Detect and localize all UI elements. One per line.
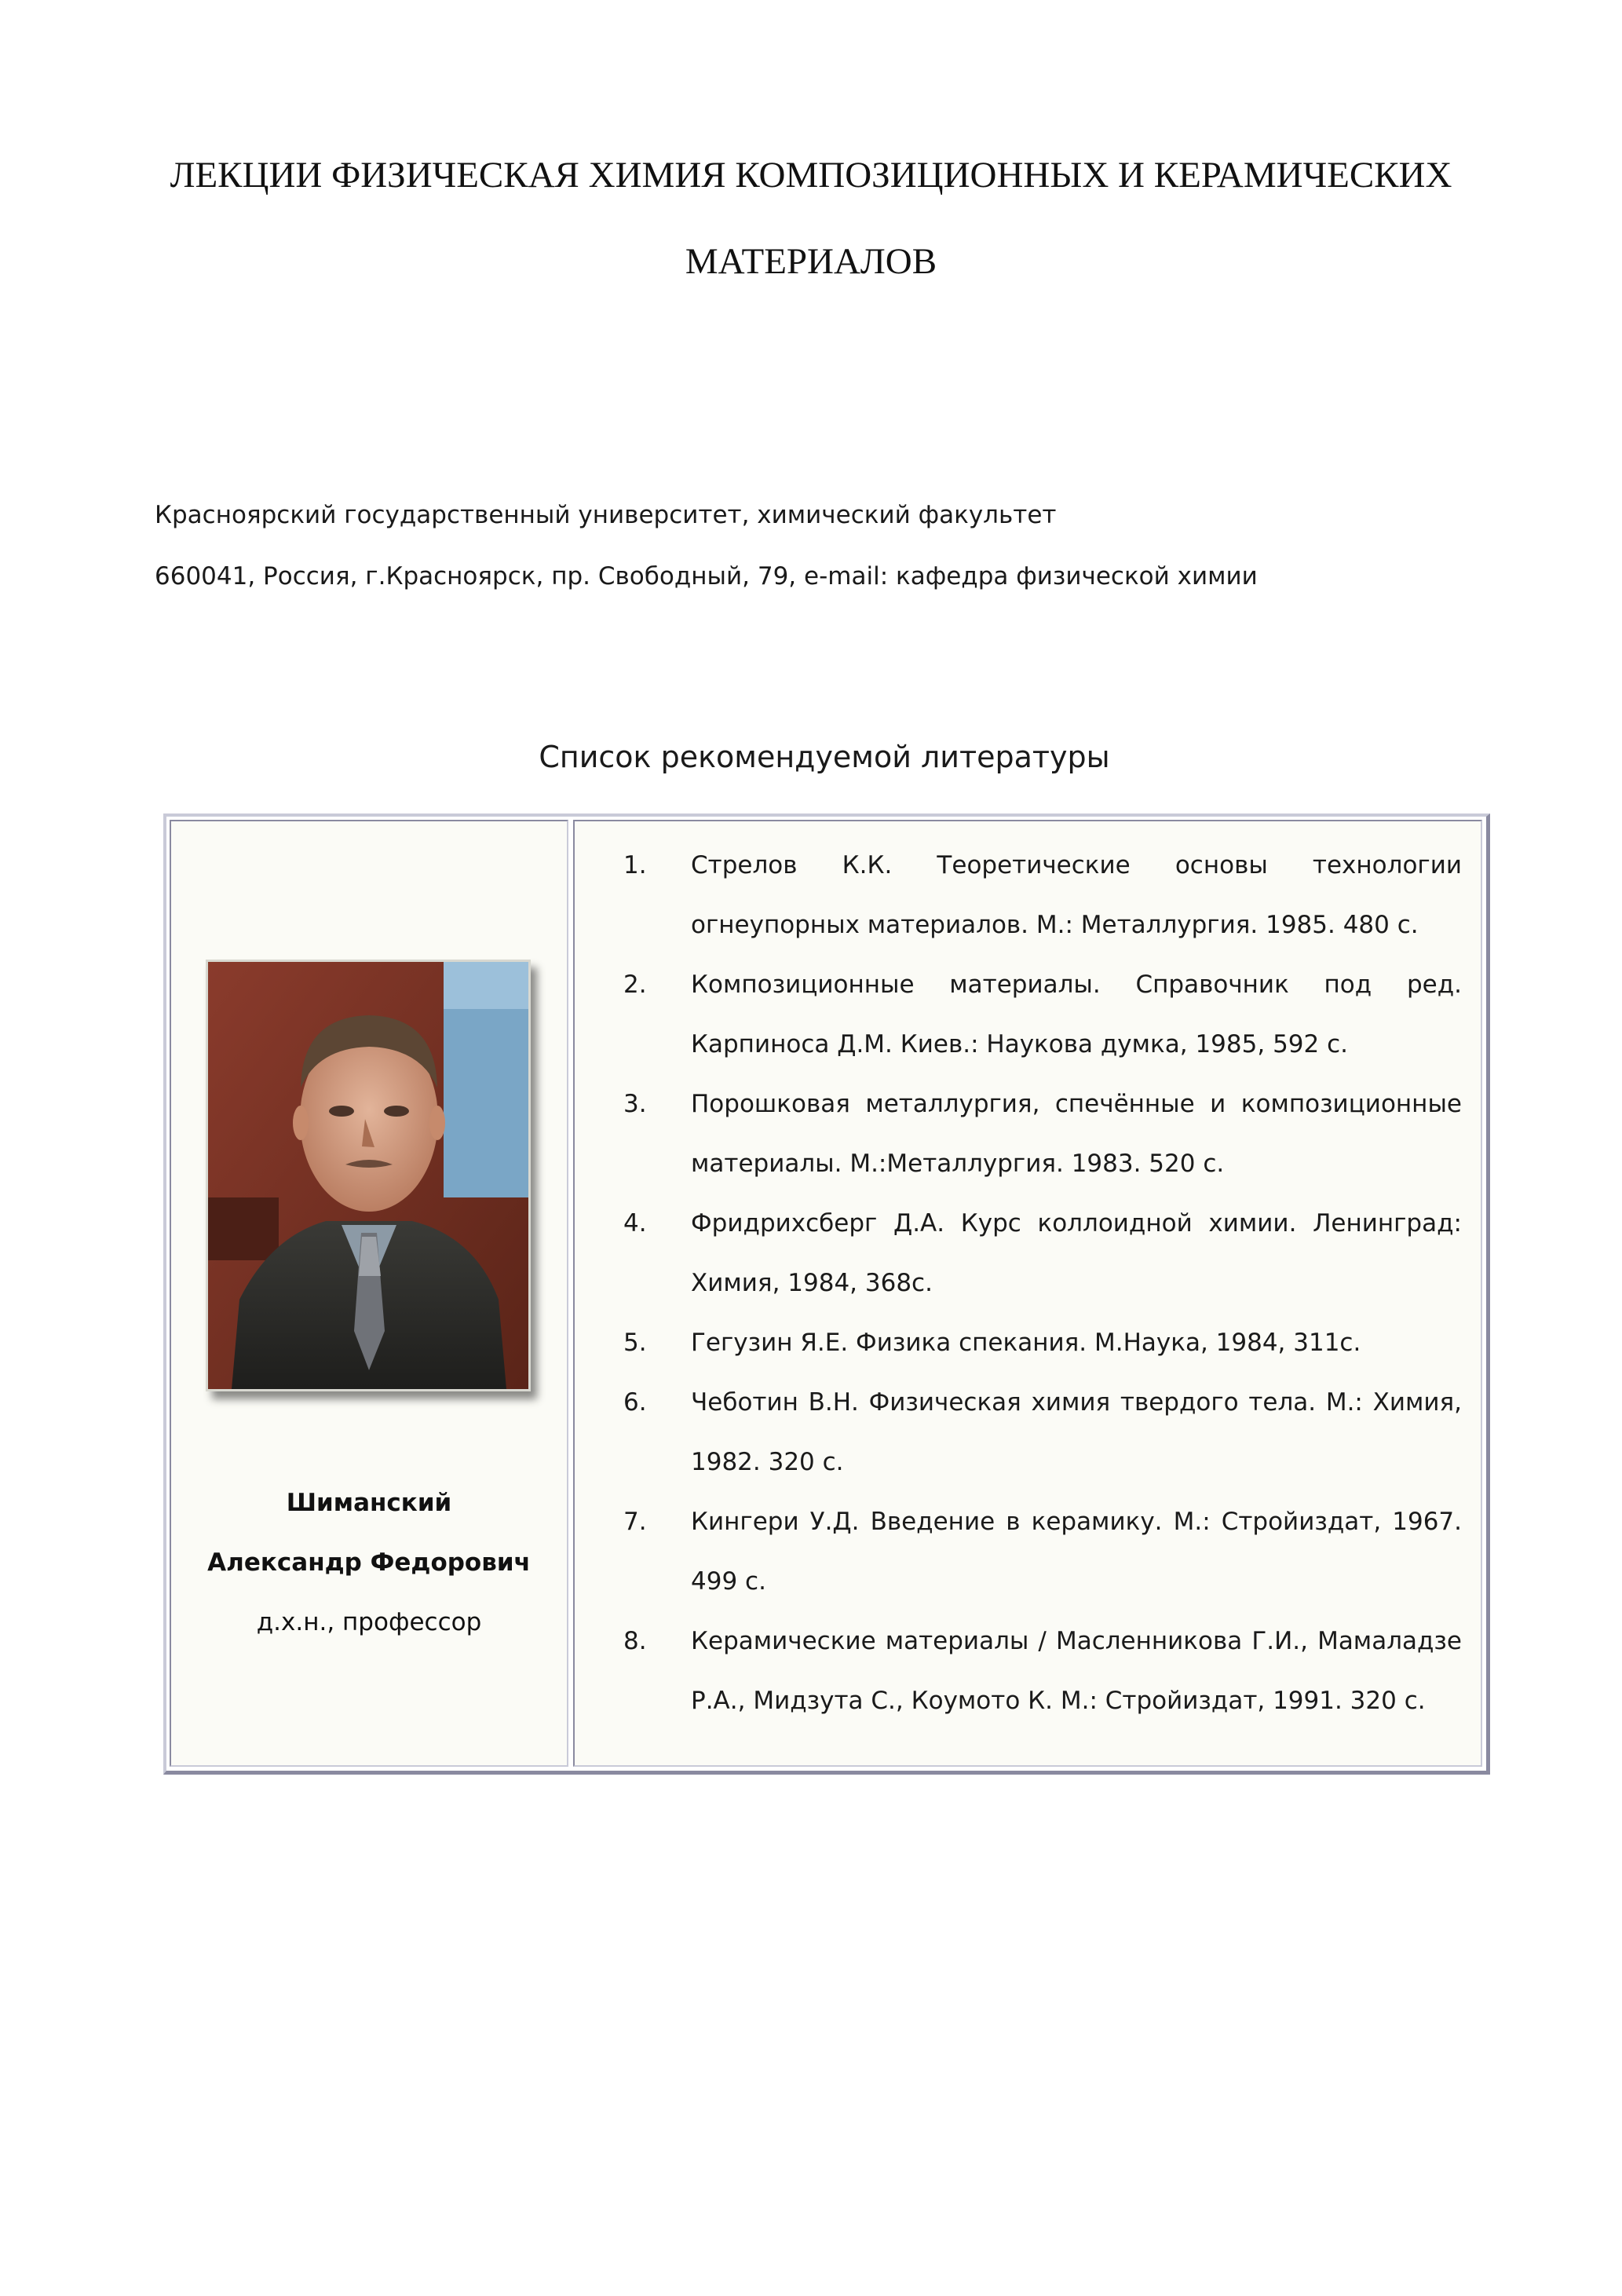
list-item-number: 2. xyxy=(623,971,647,999)
list-item-number: 7. xyxy=(623,1508,647,1536)
author-name: Александр Федорович xyxy=(207,1548,531,1577)
list-item-text: Чеботин В.Н. Физическая химия твердого тела. М.: Химия, 1982. 320 с. xyxy=(691,1388,1462,1476)
list-item-text: Порошковая металлургия, спечённые и композиционные материалы. М.:Металлургия. 1983. 520 с. xyxy=(691,1090,1462,1178)
address-line: 660041, Россия, г.Красноярск, пр. Свободный, 79, e-mail: кафедра физической химии xyxy=(155,562,1258,590)
list-item xyxy=(575,1611,1470,1731)
list-item xyxy=(575,1373,1470,1492)
institution-line: Красноярский государственный университет, химический факультет xyxy=(155,501,1057,529)
list-item-number: 6. xyxy=(623,1388,647,1417)
list-item-text: Стрелов К.К. Теоретические основы технологии огнеупорных материалов. М.: Металлургия. 1985. 480 с. xyxy=(691,851,1462,939)
list-item xyxy=(575,1313,1470,1373)
list-item xyxy=(575,1492,1470,1611)
list-item-number: 4. xyxy=(623,1209,647,1238)
list-item-text: Гегузин Я.Е. Физика спекания. М.Наука, 1984, 311с. xyxy=(691,1329,1361,1357)
author-cell xyxy=(170,820,568,1767)
literature-list-cell xyxy=(573,820,1482,1767)
author-photo-image xyxy=(208,962,528,1389)
literature-heading: Список рекомендуемой литературы xyxy=(539,740,1110,774)
list-item-text: Фридрихсберг Д.А. Курс коллоидной химии. Ленинград: Химия, 1984, 368с. xyxy=(691,1209,1462,1297)
document-title-line-2: МАТЕРИАЛОВ xyxy=(685,241,937,282)
list-item-text: Керамические материалы / Масленникова Г.И., Мамаладзе Р.А., Мидзута С., Коумото К. М.: Стройиздат, 1991. 320 с. xyxy=(691,1627,1462,1715)
literature-list xyxy=(575,835,1470,1731)
list-item-text: Композиционные материалы. Справочник под ред. Карпиноса Д.М. Киев.: Наукова думка, 1985, 592 с. xyxy=(691,971,1462,1058)
author-portrait xyxy=(206,960,531,1391)
list-item xyxy=(575,835,1470,955)
author-degree: д.х.н., профессор xyxy=(256,1608,482,1636)
list-item-number: 3. xyxy=(623,1090,647,1118)
list-item-number: 8. xyxy=(623,1627,647,1655)
author-surname: Шиманский xyxy=(286,1489,452,1517)
list-item-text: Кингери У.Д. Введение в керамику. М.: Стройиздат, 1967. 499 с. xyxy=(691,1508,1462,1596)
list-item xyxy=(575,955,1470,1074)
document-title-line-1: ЛЕКЦИИ ФИЗИЧЕСКАЯ ХИМИЯ КОМПОЗИЦИОННЫХ И КЕРАМИЧЕСКИХ xyxy=(170,155,1452,196)
literature-table xyxy=(163,813,1490,1775)
list-item-number: 1. xyxy=(623,851,647,879)
list-item xyxy=(575,1194,1470,1313)
list-item xyxy=(575,1074,1470,1194)
list-item-number: 5. xyxy=(623,1329,647,1357)
